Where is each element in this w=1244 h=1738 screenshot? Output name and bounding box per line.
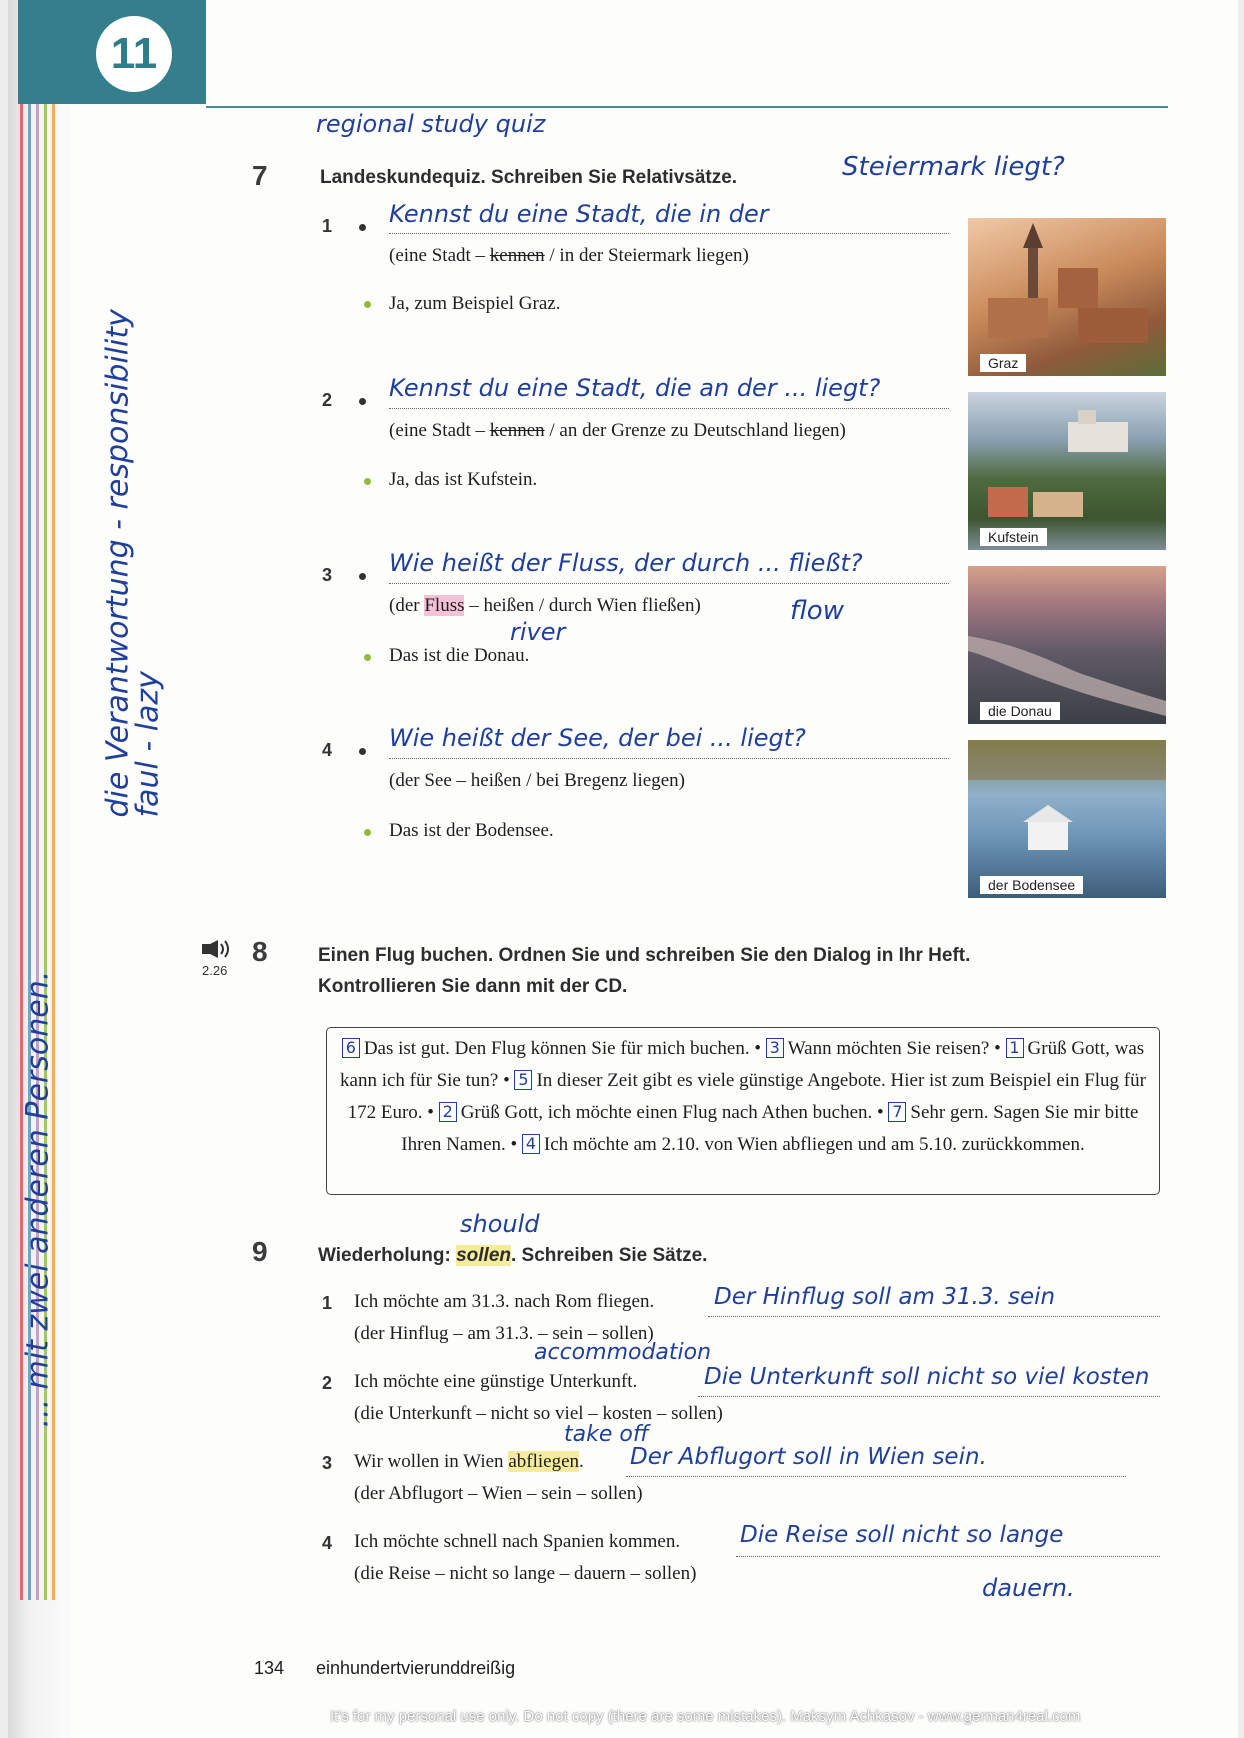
ex9-item4-cue: (die Reise – nicht so lange – dauern – sollen) — [354, 1563, 697, 1584]
ex7-item3-note-river: river — [510, 618, 566, 646]
ex7-item3-number: 3 — [322, 565, 333, 585]
photo-bodensee — [968, 740, 1166, 898]
answer-line — [626, 1476, 1126, 1477]
photo-kufstein — [968, 392, 1166, 550]
ex9-item1-number: 1 — [322, 1293, 333, 1313]
ex7-item4-cue: (der See – heißen / bei Bregenz liegen) — [389, 770, 685, 791]
watermark: It's for my personal use only. Do not copy (there are some mistakes). Maksym Achkasov - www.german4real.com — [330, 1708, 1081, 1725]
ex8-number: 8 — [252, 936, 268, 967]
audio-track-label: 2.26 — [202, 963, 228, 978]
dialog-line: 2 Grüß Gott, ich möchte einen Flug nach Athen buchen. • 7 Sehr gern. Sagen Sie mir bitte Ihren Namen. • — [401, 1102, 1139, 1155]
ex7-item1-answer: Kennst du eine Stadt, die in der — [389, 200, 769, 228]
ex9-item3-cue: (der Abflugort – Wien – sein – sollen) — [354, 1483, 643, 1504]
ex7-item3-answer: Wie heißt der Fluss, der durch ... fließt? — [389, 549, 863, 577]
ex9-item4-number: 4 — [322, 1533, 333, 1553]
answer-line — [708, 1316, 1160, 1317]
answer-line — [389, 758, 949, 759]
ex9-item4-answer: Die Reise soll nicht so lange — [740, 1522, 1064, 1548]
ex7-number: 7 — [252, 160, 268, 191]
ex7-item1-cue: (eine Stadt – kennen / in der Steiermark liegen) — [389, 245, 749, 266]
photo-caption-graz: Graz — [980, 354, 1026, 372]
ex9-item1-cue: (der Hinflug – am 31.3. – sein – sollen) — [354, 1323, 654, 1344]
photo-caption-bodensee: der Bodensee — [980, 876, 1083, 894]
donau-illustration — [968, 566, 1166, 724]
ex9-item4-answer-cont: dauern. — [982, 1574, 1075, 1602]
bullet — [359, 224, 366, 231]
ex9-item2-note: accommodation — [534, 1340, 712, 1365]
ex9-number: 9 — [252, 1236, 268, 1267]
ex7-item3-cue: (der Fluss – heißen / durch Wien fließen) — [389, 595, 701, 616]
photo-donau — [968, 566, 1166, 724]
photo-graz — [968, 218, 1166, 376]
margin-note-persons: ... mit zwei anderen Personen. — [20, 970, 56, 1428]
photo-caption-kufstein: Kufstein — [980, 528, 1047, 546]
ex7-item4-answer: Wie heißt der See, der bei ... liegt? — [389, 724, 806, 752]
graz-illustration — [968, 218, 1166, 376]
ex7-note-above: regional study quiz — [316, 110, 546, 138]
ex7-title: Landeskundequiz. Schreiben Sie Relativsätze. — [320, 167, 738, 188]
ex7-item3-note-flow: flow — [790, 596, 844, 626]
bullet — [359, 573, 366, 580]
margin-note-lazy: faul - lazy — [130, 671, 166, 818]
ex9-item3-prompt: Wir wollen in Wien abfliegen. — [354, 1451, 584, 1472]
bullet — [359, 748, 366, 755]
textbook-page — [8, 0, 1238, 1738]
ex7-item4-reply: Das ist der Bodensee. — [389, 820, 554, 841]
answer-line — [736, 1556, 1160, 1557]
ex9-item2-answer: Die Unterkunft soll nicht so viel kosten — [704, 1364, 1150, 1390]
ex9-item3-answer: Der Abflugort soll in Wien sein. — [630, 1444, 987, 1470]
margin-note-responsibility: die Verantwortung - responsibility — [100, 309, 136, 818]
kufstein-illustration — [968, 392, 1166, 550]
ex9-item2-cue: (die Unterkunft – nicht so viel – kosten – sollen) — [354, 1403, 723, 1424]
dialog-line: 4 Ich möchte am 2.10. von Wien abfliegen und am 5.10. zurückkommen. — [522, 1134, 1085, 1155]
ex9-item3-note: take off — [564, 1422, 649, 1447]
bodensee-illustration — [968, 740, 1166, 898]
ex7-note-right: Steiermark liegt? — [842, 152, 1065, 182]
ex7-item2-reply: Ja, das ist Kufstein. — [389, 469, 538, 490]
header-rule — [206, 106, 1168, 108]
ex9-item2-number: 2 — [322, 1373, 333, 1393]
ex8-title-line2: Kontrollieren Sie dann mit der CD. — [318, 976, 628, 997]
ex7-item2-cue: (eine Stadt – kennen / an der Grenze zu Deutschland liegen) — [389, 420, 846, 441]
ex7-item2-number: 2 — [322, 390, 333, 410]
dialog-box — [326, 1027, 1160, 1195]
ex9-note-above: should — [460, 1210, 540, 1238]
bullet-green — [364, 478, 371, 485]
page-number: 134 — [254, 1658, 285, 1678]
ex7-item1-reply: Ja, zum Beispiel Graz. — [389, 293, 561, 314]
chapter-number: 11 — [96, 16, 172, 92]
ex8-title-line1: Einen Flug buchen. Ordnen Sie und schreiben Sie den Dialog in Ihr Heft. — [318, 945, 971, 966]
ex9-item4-prompt: Ich möchte schnell nach Spanien kommen. — [354, 1531, 681, 1552]
dialog-line: 1 Grüß Gott, was kann ich für Sie tun? • 5 In dieser Zeit gibt es viele günstige Angebote. Hier ist zum Beispiel ein Flug für 172 Euro. • — [340, 1038, 1146, 1123]
ex9-title: Wiederholung: sollen. Schreiben Sie Sätze. — [318, 1245, 708, 1266]
answer-line — [698, 1396, 1160, 1397]
answer-line — [389, 583, 949, 584]
ex7-item3-reply: Das ist die Donau. — [389, 645, 530, 666]
bullet-green — [364, 829, 371, 836]
ex7-item2-answer: Kennst du eine Stadt, die an der ... liegt? — [389, 374, 881, 402]
ex9-item1-answer: Der Hinflug soll am 31.3. sein — [714, 1284, 1056, 1310]
ex7-item4-number: 4 — [322, 740, 333, 760]
ex9-item2-prompt: Ich möchte eine günstige Unterkunft. — [354, 1371, 638, 1392]
page-number-words: einhundertvierunddreißig — [316, 1658, 516, 1678]
audio-icon[interactable] — [202, 940, 232, 958]
bullet-green — [364, 654, 371, 661]
answer-line — [389, 233, 949, 234]
ex9-item3-number: 3 — [322, 1453, 333, 1473]
ex7-item1-number: 1 — [322, 216, 333, 236]
answer-line — [389, 408, 949, 409]
bullet — [359, 398, 366, 405]
ex9-item1-prompt: Ich möchte am 31.3. nach Rom fliegen. — [354, 1291, 655, 1312]
dialog-line: 6 Das ist gut. Den Flug können Sie für mich buchen. • 3 Wann möchten Sie reisen? • — [342, 1038, 1006, 1059]
photo-caption-donau: die Donau — [980, 702, 1060, 720]
bullet-green — [364, 301, 371, 308]
